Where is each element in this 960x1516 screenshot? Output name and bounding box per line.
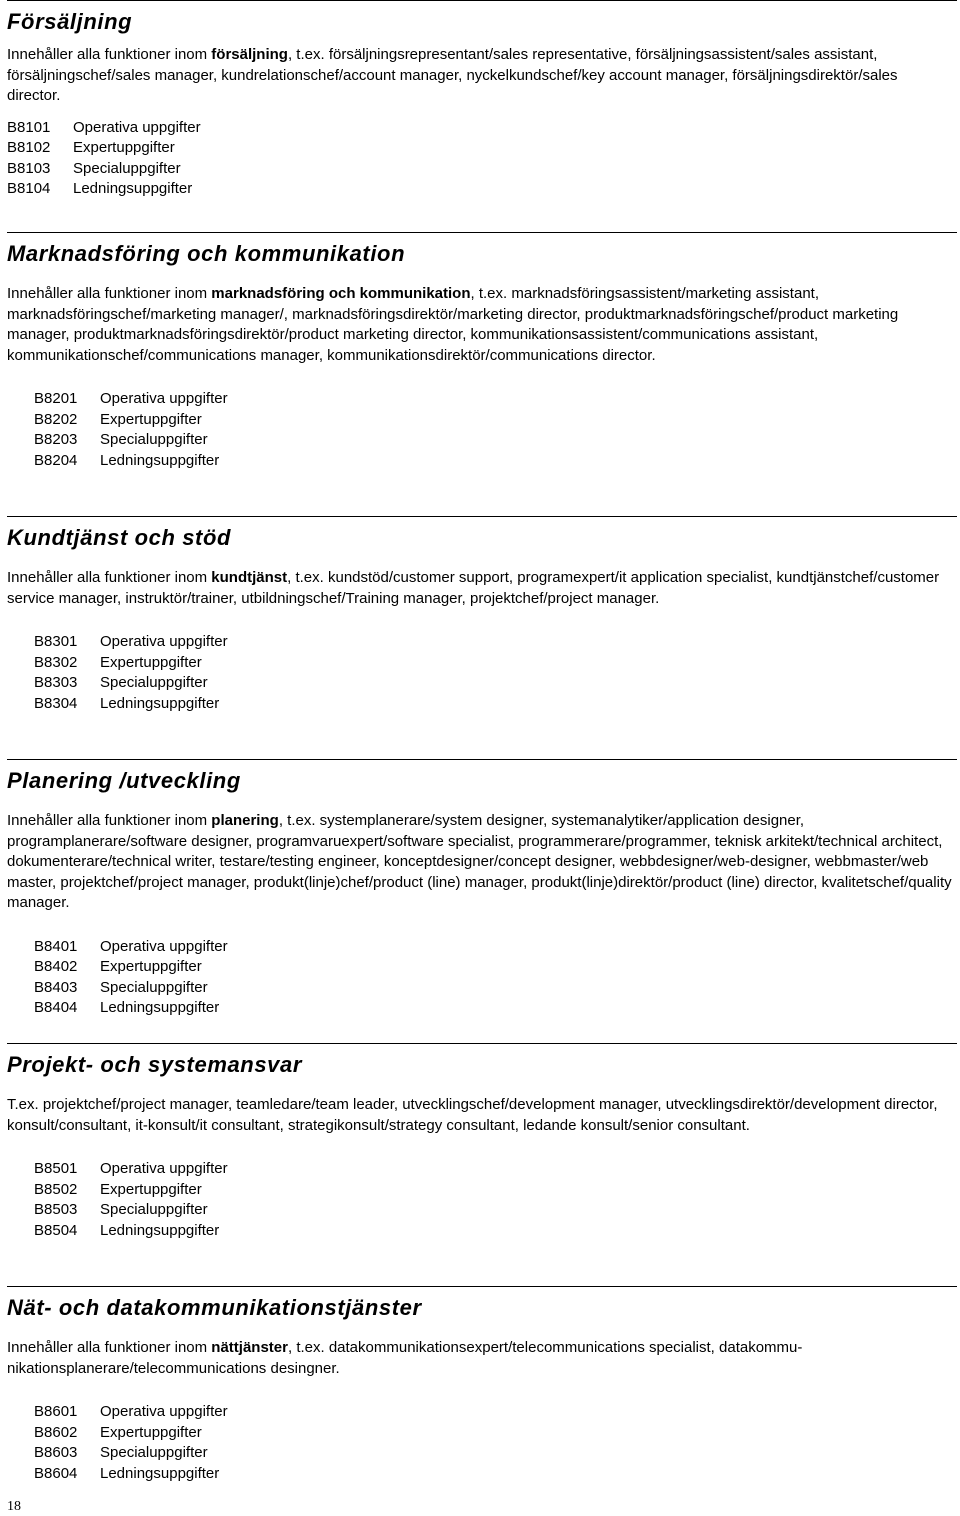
list-item [34,1402,957,1423]
list-item [34,410,957,431]
code-label: Specialuppgifter [100,674,208,691]
desc-bold: marknadsföring och kommunikation [211,285,471,302]
section-header [7,232,957,275]
list-item [34,1159,957,1180]
list-item [34,1180,957,1201]
code-label: Ledningsuppgifter [73,180,193,197]
code-label: Expertuppgifter [73,139,175,156]
list-item [34,1464,957,1485]
code-label: Expertuppgifter [100,1423,202,1441]
section-title: Projekt- och systemansvar [7,1052,303,1077]
list-item [34,1423,957,1444]
desc-pre: Innehåller alla funktioner inom [7,1339,212,1356]
section-header [7,0,957,43]
code: B8302 [34,653,78,671]
code: B8201 [34,390,78,407]
code-label: Operativa uppgifter [100,1160,228,1177]
code-label: Operativa uppgifter [100,390,228,407]
section-description [7,45,952,107]
desc-bold: kundtjänst [211,569,288,586]
list-item [34,978,957,999]
code: B8401 [34,937,78,955]
list-item [34,632,957,653]
section-description [7,811,952,914]
code-list [7,1159,957,1241]
code: B8303 [34,674,78,691]
desc-post: , t.ex. försäljningsrepresentant/sales representative, försäljningsassistent/sales assistant, försäljningschef/sales manager, kundrelationschef/account manager, nyckelkundschef/key account manager, försäljningsdirektör/sales director. [7,46,898,104]
section-title: Försäljning [7,9,133,34]
code: B8204 [34,451,78,469]
list-item [7,179,957,200]
desc-post: T.ex. projektchef/project manager, teamledare/team leader, utvecklingschef/development manager, utvecklingsdirektör/development director, konsult/consultant, it-konsult/it consultant, strategikonsult/strategy consultant, ledande konsult/senior consultant. [7,1096,938,1134]
desc-post: , t.ex. kundstöd/customer support, programexpert/it application specialist, kundtjänstchef/customer service manager, instruktör/trainer, utbildningschef/Training manager, projektchef/project manager. [7,569,940,607]
section-kundtjanst [7,516,957,714]
section-title: Nät- och datakommunikationstjänster [7,1295,422,1320]
code: B8502 [34,1180,78,1198]
section-description [7,284,952,366]
section-planering [7,759,957,1019]
desc-post: , t.ex. datakommunikationsexpert/telecommunications specialist, datakommunikationsplanerare/telecommunications desingner. [7,1339,803,1377]
section-description [7,568,952,609]
code: B8104 [7,180,51,197]
desc-post: , t.ex. systemplanerare/system designer, systemanalytiker/application designer, programplanerare/software designer, programvaruexpert/software specialist, programmerare/programmer, teknisk arkitekt/technical architect, dokumenterare/technical writer, testare/testing engineer, konceptdesigner/concept designer, webbdesigner/web-designer, webbmaster/web master, projektchef/project manager, produkt(linje)chef/product (line) manager, produkt(linje)direktör/product (line) director, kvalitetschef/quality manager. [7,812,952,911]
desc-bold: försäljning [211,46,288,63]
section-description [7,1095,952,1136]
code-label: Ledningsuppgifter [100,451,220,469]
code-label: Expertuppgifter [100,1180,202,1198]
section-marknadsforing [7,232,957,471]
code-list [7,389,957,471]
desc-bold: planering [211,812,279,829]
desc-pre: Innehåller alla funktioner inom [7,812,212,829]
code-label: Operativa uppgifter [100,937,228,955]
list-item [34,694,957,715]
code-list [7,937,957,1019]
code: B8101 [7,118,51,136]
code-list [7,1402,957,1484]
code: B8404 [34,999,78,1016]
code-label: Expertuppgifter [100,958,202,975]
code-label: Operativa uppgifter [73,118,201,136]
code: B8601 [34,1403,78,1420]
code-label: Ledningsuppgifter [100,694,220,712]
code: B8304 [34,694,78,712]
section-title: Marknadsföring och kommunikation [7,241,406,266]
list-item [34,673,957,694]
code-label: Specialuppgifter [100,1444,208,1461]
code: B8503 [34,1201,78,1218]
code-list [7,632,957,714]
section-title: Planering /utveckling [7,768,241,793]
code-label: Specialuppgifter [100,1201,208,1218]
code-label: Specialuppgifter [100,431,208,448]
list-item [34,430,957,451]
section-header [7,1286,957,1329]
section-title: Kundtjänst och stöd [7,525,232,550]
list-item [34,451,957,472]
list-item [34,937,957,958]
list-item [7,118,957,139]
code: B8301 [34,633,78,650]
code: B8602 [34,1423,78,1441]
desc-post: , t.ex. marknadsföringsassistent/marketing assistant, marknadsföringschef/marketing manager/, marknadsföringsdirektör/marketing director, produktmarknadsföringschef/product marketing manager, produktmarknadsföringsdirektör/product marketing director, kommunikationsassistent/communications assistant, kommunikationschef/communications manager, kommunikationsdirektör/communications director. [7,285,899,364]
code: B8102 [7,139,51,156]
section-header [7,516,957,559]
code: B8604 [34,1464,78,1482]
code: B8203 [34,431,78,448]
code: B8103 [7,159,51,177]
list-item [34,998,957,1019]
code-label: Ledningsuppgifter [100,1464,220,1482]
list-item [34,957,957,978]
code-list [7,118,957,200]
list-item [34,1200,957,1221]
code: B8403 [34,978,78,996]
section-header [7,1043,957,1086]
section-description [7,1338,952,1379]
desc-bold: nättjänster [211,1339,288,1356]
desc-pre: Innehåller alla funktioner inom [7,46,212,63]
list-item [7,159,957,180]
section-header [7,759,957,802]
code-label: Operativa uppgifter [100,633,228,650]
section-projekt [7,1043,957,1241]
section-nattjanster [7,1286,957,1484]
list-item [34,653,957,674]
code: B8501 [34,1160,78,1177]
code-label: Specialuppgifter [100,978,208,996]
code-label: Expertuppgifter [100,653,202,671]
code: B8402 [34,958,78,975]
section-forsaljning [7,0,957,200]
code: B8504 [34,1221,78,1239]
code-label: Operativa uppgifter [100,1403,228,1420]
desc-pre: Innehåller alla funktioner inom [7,285,212,302]
code-label: Ledningsuppgifter [100,1221,220,1239]
desc-pre: Innehåller alla funktioner inom [7,569,212,586]
list-item [34,1221,957,1242]
code: B8603 [34,1444,78,1461]
code: B8202 [34,410,78,428]
code-label: Expertuppgifter [100,410,202,428]
list-item [34,1443,957,1464]
page-number: 18 [7,1499,21,1514]
list-item [34,389,957,410]
code-label: Ledningsuppgifter [100,999,220,1016]
code-label: Specialuppgifter [73,159,181,177]
list-item [7,138,957,159]
